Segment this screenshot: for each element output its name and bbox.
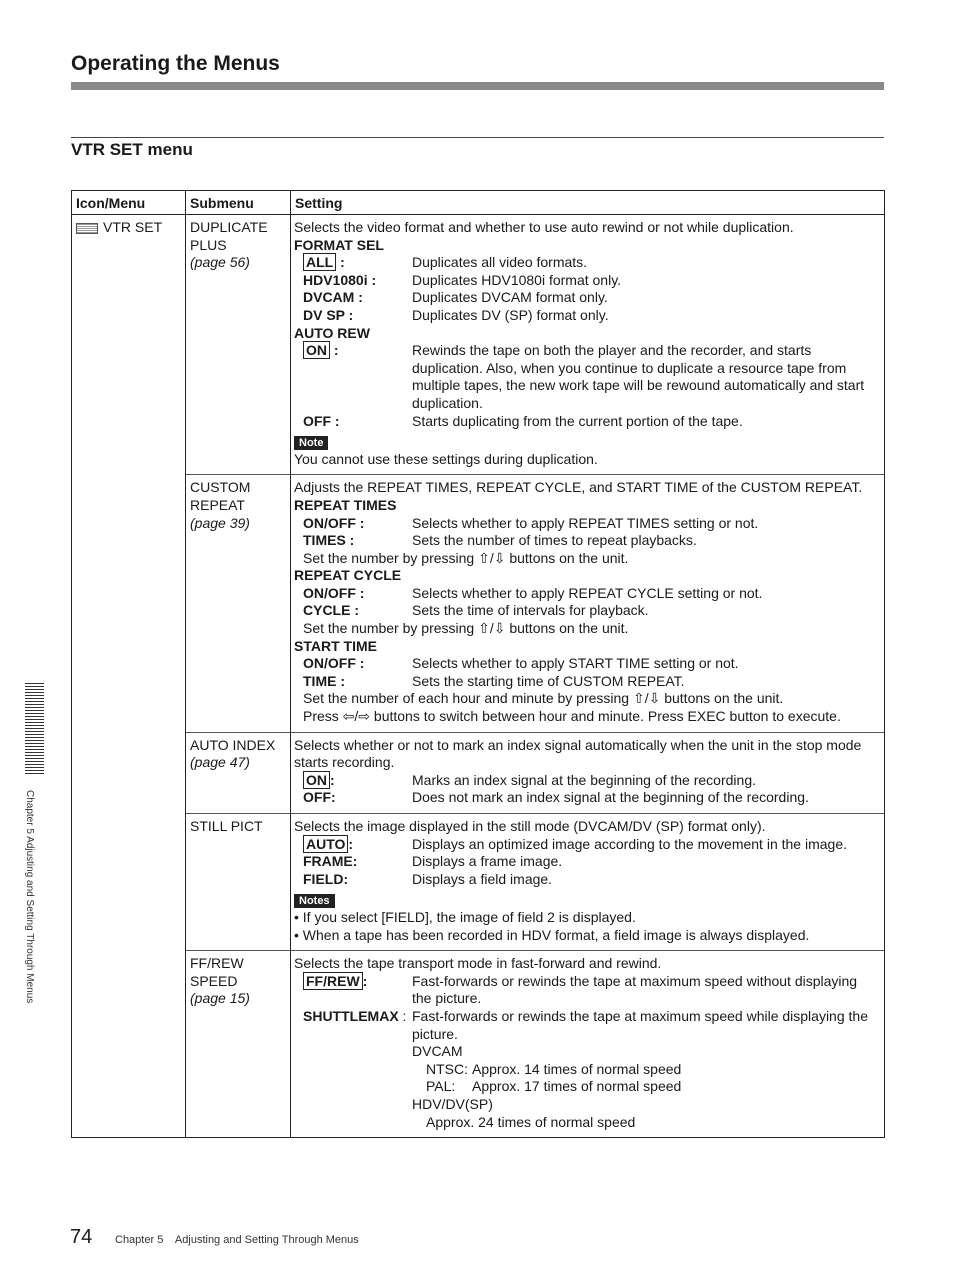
setting-description: Selects the tape transport mode in fast-forward and rewind. <box>294 955 662 972</box>
note-tag: Note <box>294 436 328 450</box>
header-setting: Setting <box>291 191 885 215</box>
option-desc: Duplicates HDV1080i format only. <box>412 271 622 288</box>
speed-value: Approx. 14 times of normal speed <box>472 1060 682 1077</box>
option-key: SHUTTLEMAX <box>303 1007 399 1024</box>
option-key: HDV1080i : <box>303 271 377 288</box>
option-desc: Displays a field image. <box>412 870 553 887</box>
instruction-text: Set the number of each hour and minute by pressing ⇧/⇩ buttons on the unit. <box>303 690 784 707</box>
option-key: OFF : <box>303 412 340 429</box>
system-label: PAL: <box>426 1078 456 1095</box>
section-rule <box>71 137 884 138</box>
table-row <box>72 475 885 732</box>
option-desc: Sets the starting time of CUSTOM REPEAT. <box>412 672 685 689</box>
notes-tag: Notes <box>294 894 335 908</box>
footer-chapter-text: Chapter 5 Adjusting and Setting Through Menus <box>115 1234 359 1246</box>
chapter-tab-marks <box>25 683 44 776</box>
default-option-box: ON <box>303 771 330 789</box>
section-title: VTR SET menu <box>71 140 193 159</box>
option-row <box>294 789 880 807</box>
option-row <box>294 655 880 673</box>
icon-menu-label: VTR SET <box>103 219 163 235</box>
vtr-set-icon <box>76 223 98 234</box>
setting-description: Selects whether or not to mark an index signal automatically when the unit in the stop mode starts recording. <box>294 736 862 771</box>
option-desc: Sets the number of times to repeat playbacks. <box>412 532 697 549</box>
page-title: Operating the Menus <box>71 52 280 75</box>
option-desc: Duplicates DVCAM format only. <box>412 289 608 306</box>
option-row <box>294 289 880 307</box>
submenu-duplicate-plus <box>186 215 291 475</box>
option-row: SHUTTLEMAX : Fast-forwards or rewinds the tape at maximum speed while displaying the picture. <box>294 1008 880 1043</box>
submenu-auto-index <box>186 732 291 813</box>
option-key: ON/OFF : <box>303 584 365 601</box>
default-option-box: AUTO <box>303 835 348 853</box>
submenu-label: CUSTOM <box>190 479 251 496</box>
default-option-box: FF/REW <box>303 972 363 990</box>
side-chapter-text: Chapter 5 Adjusting and Setting Through Menus <box>24 790 35 1004</box>
option-row <box>294 602 880 620</box>
submenu-label: STILL PICT <box>190 818 263 834</box>
option-key: DV SP : <box>303 306 354 323</box>
option-key: TIME : <box>303 672 345 689</box>
instruction-text: Set the number by pressing ⇧/⇩ buttons on the unit. <box>303 549 629 566</box>
option-row <box>294 307 880 325</box>
option-key: OFF: <box>303 789 336 806</box>
option-desc: Duplicates all video formats. <box>412 254 588 271</box>
setting-description: Selects the video format and whether to use auto rewind or not while duplication. <box>294 219 794 235</box>
option-desc: Displays a frame image. <box>412 853 563 870</box>
title-bar <box>71 82 884 90</box>
option-key: ON/OFF : <box>303 514 365 531</box>
speed-value: Approx. 17 times of normal speed <box>472 1078 682 1095</box>
option-key: DVCAM : <box>303 289 363 306</box>
option-desc: Selects whether to apply REPEAT CYCLE setting or not. <box>412 584 763 601</box>
table-row <box>72 215 885 475</box>
setting-heading: AUTO REW <box>294 324 370 341</box>
option-row <box>294 413 880 431</box>
option-row <box>294 853 880 871</box>
option-desc: Displays an optimized image according to the movement in the image. <box>412 835 847 852</box>
format-label: DVCAM <box>412 1043 463 1060</box>
submenu-ff-rew-speed <box>186 951 291 1138</box>
option-desc: Selects whether to apply START TIME setting or not. <box>412 655 739 672</box>
option-row <box>294 532 880 550</box>
table-row <box>72 951 885 1138</box>
option-key: FIELD: <box>303 870 349 887</box>
format-label: HDV/DV(SP) <box>412 1095 493 1112</box>
setting-description: Selects the image displayed in the still mode (DVCAM/DV (SP) format only). <box>294 818 766 834</box>
instruction-text: Press ⇦/⇨ buttons to switch between hour and minute. Press EXEC button to execute. <box>303 708 841 725</box>
option-key: CYCLE : <box>303 602 359 619</box>
option-row <box>294 673 880 691</box>
setting-heading: START TIME <box>294 637 377 654</box>
option-row: FF/REW : Fast-forwards or rewinds the tape at maximum speed without displaying the picture. <box>294 973 880 1008</box>
icon-menu-cell <box>72 215 186 1138</box>
page-number: 74 <box>70 1226 93 1248</box>
option-desc: Sets the time of intervals for playback. <box>412 602 649 619</box>
option-row: AUTO : Displays an optimized image according to the movement in the image. <box>294 836 880 854</box>
header-submenu: Submenu <box>186 191 291 215</box>
setting-description: Adjusts the REPEAT TIMES, REPEAT CYCLE, and START TIME of the CUSTOM REPEAT. <box>294 479 863 496</box>
table-row <box>72 814 885 951</box>
speed-row <box>294 1078 880 1096</box>
setting-duplicate-plus <box>291 215 885 475</box>
setting-auto-index <box>291 732 885 813</box>
note-text: • When a tape has been recorded in HDV format, a field image is always displayed. <box>294 926 810 943</box>
page-reference: (page 15) <box>190 990 250 1007</box>
option-desc: Starts duplicating from the current portion of the tape. <box>412 412 743 429</box>
option-desc: Marks an index signal at the beginning of the recording. <box>412 771 756 788</box>
submenu-label: FF/REW <box>190 955 244 972</box>
option-row: ALL : Duplicates all video formats. <box>294 254 880 272</box>
setting-ff-rew-speed <box>291 951 885 1138</box>
page-reference: (page 47) <box>190 754 250 771</box>
setting-heading: FORMAT SEL <box>294 236 384 253</box>
table-row <box>72 732 885 813</box>
submenu-still-pict <box>186 814 291 951</box>
submenu-label: AUTO INDEX <box>190 736 276 753</box>
option-row: ON : Rewinds the tape on both the player and the recorder, and starts duplication. Also, when you continue to duplicate a resource tape from multiple tapes, the new work tape will be rewound automatically and start duplication. <box>294 342 880 412</box>
note-text: You cannot use these settings during duplication. <box>294 450 598 467</box>
table-header-row <box>72 191 885 215</box>
submenu-label: PLUS <box>190 236 227 253</box>
option-row <box>294 272 880 290</box>
option-key: ON/OFF : <box>303 655 365 672</box>
option-row <box>294 515 880 533</box>
submenu-label: REPEAT <box>190 496 245 513</box>
submenu-custom-repeat <box>186 475 291 732</box>
option-desc: Fast-forwards or rewinds the tape at maximum speed without displaying the picture. <box>412 972 858 1007</box>
option-key: TIMES : <box>303 532 355 549</box>
option-row: ON : Marks an index signal at the beginning of the recording. <box>294 772 880 790</box>
system-label: NTSC: <box>426 1060 468 1077</box>
setting-heading: REPEAT TIMES <box>294 496 397 513</box>
option-desc: Does not mark an index signal at the beginning of the recording. <box>412 789 809 806</box>
option-row <box>294 585 880 603</box>
instruction-text: Set the number by pressing ⇧/⇩ buttons on the unit. <box>303 620 629 637</box>
setting-custom-repeat <box>291 475 885 732</box>
setting-heading: REPEAT CYCLE <box>294 567 402 584</box>
default-option-box: ALL <box>303 253 336 271</box>
option-desc: Fast-forwards or rewinds the tape at maximum speed while displaying the picture. <box>412 1007 868 1042</box>
submenu-label: DUPLICATE <box>190 219 268 235</box>
default-option-box: ON <box>303 341 330 359</box>
option-desc: Rewinds the tape on both the player and the recorder, and starts duplication. Also, when you continue to duplicate a resource tape from multiple tapes, the new work tape will be rewound automatically and start duplication. <box>412 342 865 411</box>
option-key: FRAME: <box>303 853 358 870</box>
option-desc: Selects whether to apply REPEAT TIMES setting or not. <box>412 514 759 531</box>
vtr-set-table <box>71 190 885 1138</box>
page-reference: (page 39) <box>190 514 250 531</box>
option-row <box>294 871 880 889</box>
header-icon-menu: Icon/Menu <box>72 191 186 215</box>
submenu-label: SPEED <box>190 972 238 989</box>
setting-still-pict <box>291 814 885 951</box>
option-desc: Duplicates DV (SP) format only. <box>412 306 609 323</box>
speed-row <box>294 1061 880 1079</box>
page-reference: (page 56) <box>190 254 250 271</box>
speed-value: Approx. 24 times of normal speed <box>426 1113 636 1130</box>
note-text: • If you select [FIELD], the image of field 2 is displayed. <box>294 908 636 925</box>
